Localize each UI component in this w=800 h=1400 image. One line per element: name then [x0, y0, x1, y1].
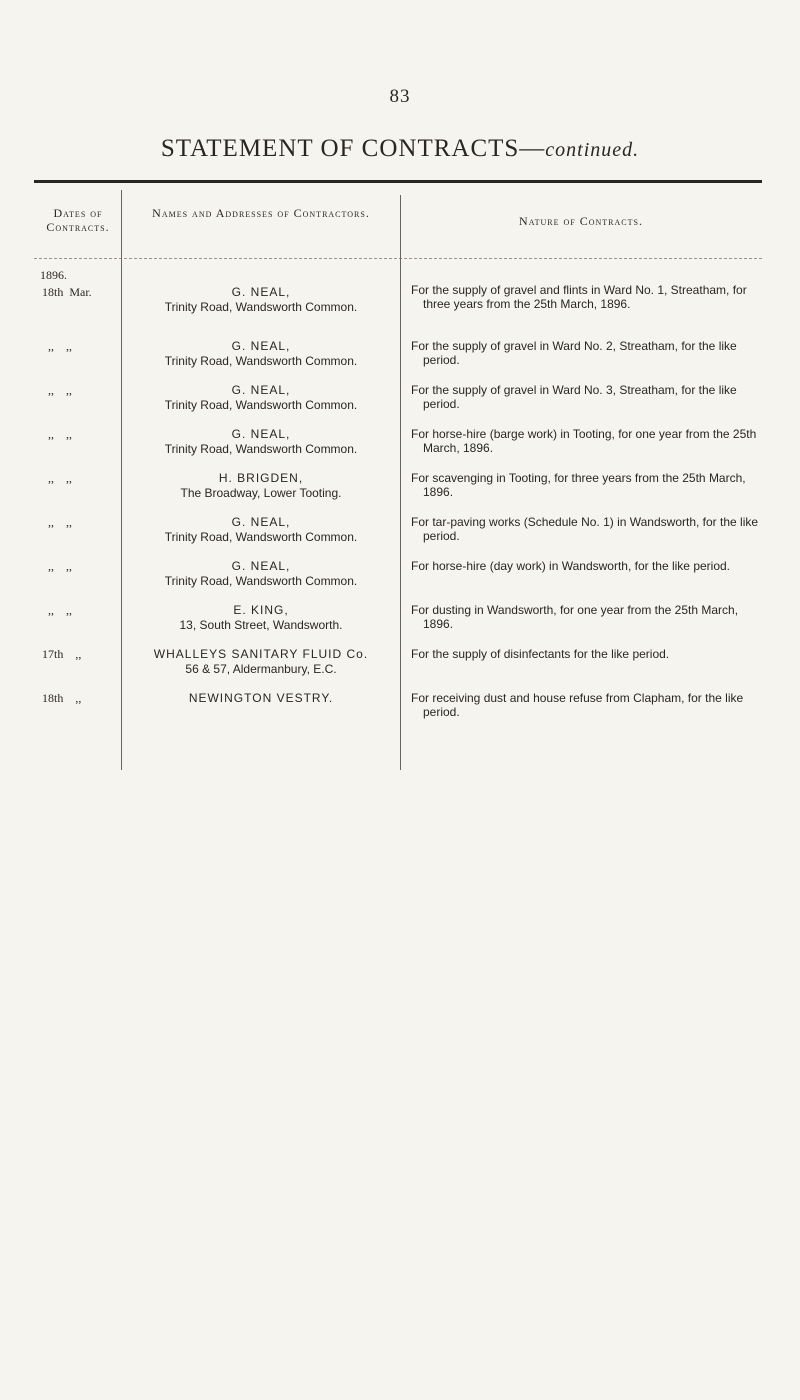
table-row [0, 691, 800, 735]
row-nature: For receiving dust and house refuse from Clapham, for the like period. [411, 691, 744, 719]
contractor-address: Trinity Road, Wandsworth Common. [164, 530, 358, 544]
row-contractor [125, 427, 397, 457]
contractor-name: WHALLEYS SANITARY FLUID Co. [153, 647, 369, 661]
contractor-address: 13, South Street, Wandsworth. [179, 618, 343, 632]
table-row [0, 603, 800, 647]
title-continued: continued. [545, 139, 640, 161]
row-contractor [125, 691, 397, 706]
contractor-name: H. BRIGDEN, [218, 471, 304, 485]
row-date: ,, ,, [42, 559, 72, 573]
table-row [0, 383, 800, 427]
row-nature: For the supply of gravel in Ward No. 2, Streatham, for the like period. [411, 339, 737, 367]
contractor-address: Trinity Road, Wandsworth Common. [164, 442, 358, 456]
row-contractor [125, 383, 397, 413]
row-nature: For horse-hire (barge work) in Tooting, for one year from the 25th March, 1896. [411, 427, 757, 455]
contractor-address: The Broadway, Lower Tooting. [180, 486, 342, 500]
table-row [0, 339, 800, 383]
row-contractor [125, 339, 397, 369]
contractor-name: G. NEAL, [231, 339, 291, 353]
row-date: ,, ,, [42, 339, 72, 353]
table-row [0, 515, 800, 559]
row-contractor [125, 515, 397, 545]
contractor-address: Trinity Road, Wandsworth Common. [164, 398, 358, 412]
table-row [0, 471, 800, 515]
contractor-name: E. KING, [233, 603, 289, 617]
row-date: ,, ,, [42, 515, 72, 529]
contractor-name: NEWINGTON VESTRY. [188, 691, 334, 705]
table-row [0, 427, 800, 471]
table-row [0, 285, 800, 329]
contractor-address: Trinity Road, Wandsworth Common. [164, 574, 358, 588]
row-contractor [125, 559, 397, 589]
row-nature: For the supply of disinfectants for the like period. [411, 647, 670, 661]
row-nature: For dusting in Wandsworth, for one year from the 25th March, 1896. [411, 603, 739, 631]
row-nature: For scavenging in Tooting, for three years from the 25th March, 1896. [411, 471, 746, 499]
top-rule [34, 180, 762, 183]
row-date: 17th ,, [42, 647, 82, 661]
contractor-name: G. NEAL, [231, 383, 291, 397]
page-number: 83 [389, 86, 411, 107]
row-nature: For the supply of gravel and flints in Ward No. 1, Streatham, for three years from the 25th March, 1896. [411, 283, 747, 311]
row-contractor [125, 285, 397, 315]
row-date: ,, ,, [42, 427, 72, 441]
contractor-name: G. NEAL, [231, 515, 291, 529]
contractor-address: 56 & 57, Aldermanbury, E.C. [185, 662, 337, 676]
contractor-name: G. NEAL, [231, 559, 291, 573]
table-row [0, 559, 800, 603]
contracts-table [0, 285, 800, 735]
row-contractor [125, 603, 397, 633]
row-nature: For horse-hire (day work) in Wandsworth, for the like period. [411, 559, 731, 573]
page-title [0, 135, 800, 163]
header-dates: Dates of Contracts. [46, 206, 110, 234]
title-main: STATEMENT OF CONTRACTS— [160, 135, 546, 162]
contractor-address: Trinity Road, Wandsworth Common. [164, 300, 358, 314]
header-names: Names and Addresses of Contractors. [152, 206, 370, 220]
row-contractor [125, 471, 397, 501]
row-nature: For the supply of gravel in Ward No. 3, Streatham, for the like period. [411, 383, 737, 411]
row-contractor [125, 647, 397, 677]
row-date: ,, ,, [42, 471, 72, 485]
row-date: ,, ,, [42, 603, 72, 617]
table-row [0, 647, 800, 691]
contractor-address: Trinity Road, Wandsworth Common. [164, 354, 358, 368]
row-nature: For tar-paving works (Schedule No. 1) in Wandsworth, for the like period. [411, 515, 759, 543]
header-divider [34, 258, 762, 259]
row-date: ,, ,, [42, 383, 72, 397]
contractor-name: G. NEAL, [231, 285, 291, 299]
contractor-name: G. NEAL, [231, 427, 291, 441]
row-date: 18th ,, [42, 691, 82, 705]
row-date: 18th Mar. [42, 285, 92, 299]
header-nature: Nature of Contracts. [519, 214, 643, 228]
year-label: 1896. [40, 268, 67, 282]
